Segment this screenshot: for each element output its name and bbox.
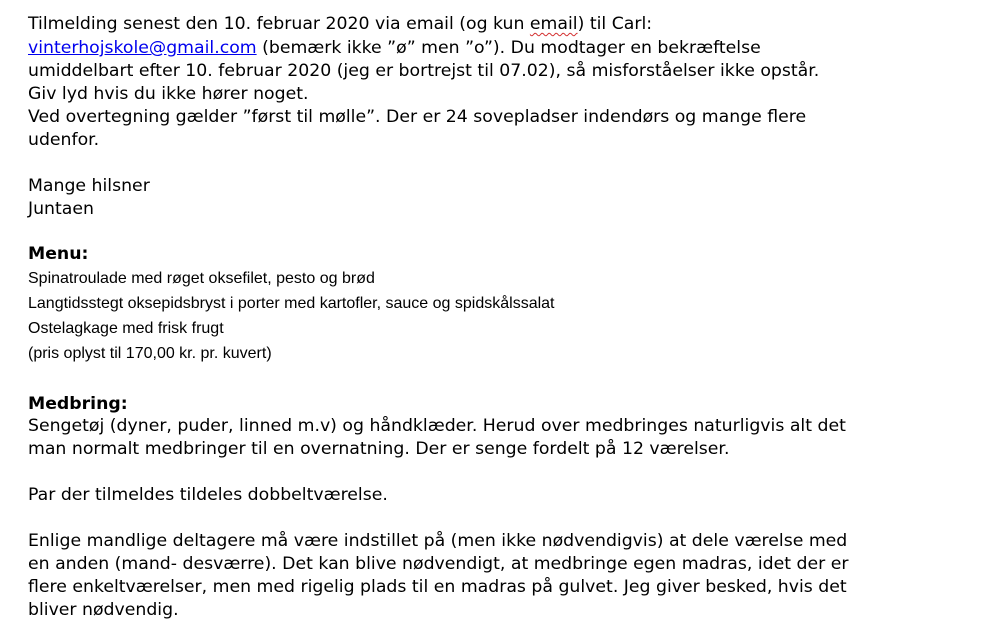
couples-line: Par der tilmeldes tildeles dobbeltværelse.: [28, 485, 388, 505]
menu-price-note: (pris oplyst til 170,00 kr. pr. kuvert): [28, 345, 272, 362]
intro-line-4: Giv lyd hvis du ikke hører noget.: [28, 84, 309, 104]
intro-text: (bemærk ikke ”ø” men ”o”). Du modtager en bekræftelse: [256, 38, 761, 58]
spellcheck-word: email: [529, 14, 578, 34]
menu-item: Langtidsstegt oksepidsbryst i porter med kartofler, sauce og spidskålssalat: [28, 295, 555, 312]
bring-heading: Medbring:: [28, 394, 128, 414]
email-link[interactable]: vinterhojskole@gmail.com: [28, 38, 257, 58]
intro-line-2: [28, 40, 761, 57]
greeting-line-1: Mange hilsner: [28, 176, 150, 196]
intro-text: ) til Carl:: [577, 14, 653, 34]
menu-heading: Menu:: [28, 244, 89, 264]
intro-line-5: Ved overtegning gælder ”først til mølle”. Der er 24 sovepladser indendørs og mange flere: [28, 107, 807, 127]
singles-line-1: Enlige mandlige deltagere må være indstillet på (men ikke nødvendigvis) at dele værelse med: [28, 531, 848, 551]
intro-line-1: [28, 16, 652, 33]
menu-item: Ostelagkage med frisk frugt: [28, 320, 224, 337]
singles-line-3: flere enkeltværelser, men med rigelig plads til en madras på gulvet. Jeg giver besked, hvis det: [28, 577, 847, 597]
intro-line-6: udenfor.: [28, 130, 100, 150]
bring-line-1: Sengetøj (dyner, puder, linned m.v) og håndklæder. Herud over medbringes naturligvis alt det: [28, 416, 846, 436]
singles-line-4: bliver nødvendig.: [28, 600, 179, 620]
menu-item: Spinatroulade med røget oksefilet, pesto og brød: [28, 270, 375, 287]
greeting-signature: Juntaen: [28, 199, 94, 219]
intro-text: Tilmelding senest den 10. februar 2020 via email (og kun: [28, 14, 530, 34]
bring-line-2: man normalt medbringer til en overnatning. Der er senge fordelt på 12 værelser.: [28, 439, 730, 459]
singles-line-2: en anden (mand- desværre). Det kan blive nødvendigt, at medbringe egen madras, idet der er: [28, 554, 849, 574]
intro-line-3: umiddelbart efter 10. februar 2020 (jeg er bortrejst til 07.02), så misforståelser ikke opstår.: [28, 61, 820, 81]
